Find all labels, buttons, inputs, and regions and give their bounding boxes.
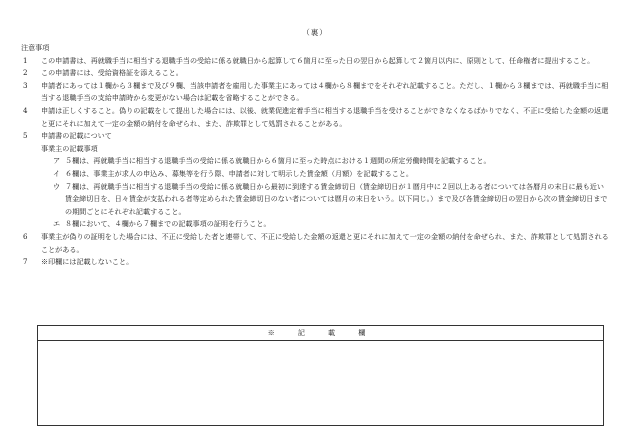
- note-number: 4: [23, 105, 28, 115]
- note-number: 1: [23, 55, 28, 65]
- employer-item-u: [21, 181, 611, 219]
- employer-item-mark: イ: [53, 168, 61, 178]
- note-text: ※印欄には記載しないこと。: [41, 257, 134, 267]
- note-number: 3: [23, 80, 28, 90]
- note-item-3: [21, 80, 611, 105]
- note-item-4: [21, 105, 611, 130]
- notes-box-heading: ※ 記 載 欄: [38, 326, 603, 341]
- employer-item-e: [21, 218, 611, 231]
- note-text: 事業主が偽りの証明をした場合には、不正に受給した者と連帯して、不正に受給した金額の返還と更にそれに加えて一定の金額の納付を命ぜられ、また、詐欺罪として処罰されることがある。: [41, 231, 609, 254]
- note-number: 2: [23, 68, 28, 78]
- section-heading: 注意事項: [21, 43, 50, 52]
- note-item-2: [21, 67, 611, 80]
- employer-item-text: ５欄は、再就職手当に相当する退職手当の受給に係る就職日から６箇月に至った時点における１週間の所定労働時間を記載すること。: [65, 156, 491, 166]
- employer-item-mark: エ: [53, 219, 61, 229]
- note-item-5: [21, 130, 611, 143]
- employer-item-mark: ア: [53, 156, 61, 166]
- notes-content: [21, 42, 611, 269]
- note-text: 申請は正しくすること。偽りの記載をして提出した場合には、以後、就業促進定着手当に相当する退職手当を受けることができなくなるばかりでなく、不正に受給した金額の返還と更にそれに加えて一定の金額の納付を命ぜられ、また、詐欺罪として処罰されることがある。: [41, 105, 609, 128]
- note-number: 6: [23, 231, 28, 241]
- official-notes-box: [37, 325, 604, 426]
- note-text: この申請書は、再就職手当に相当する退職手当の受給に係る就職日から起算して６箇月に至った日の翌日から起算して２箇月以内に、原則として、任命権者に提出すること。: [41, 55, 595, 65]
- note-text: 申請者にあっては１欄から３欄まで及び９欄、当該申請者を雇用した事業主にあっては４欄から８欄までをそれぞれ記載すること。ただし、１欄から３欄までは、再就職手当に相当する退職手当の支給申請時から変更がない場合は記載を省略することができる。: [41, 80, 609, 103]
- note-item-7: [21, 256, 611, 269]
- employer-item-text: ６欄は、事業主が求人の申込み、募集等を行う際、申請者に対して明示した賃金額（月額）を記載すること。: [65, 168, 414, 178]
- employer-heading: 事業主の記載事項: [41, 143, 98, 153]
- note-item-1: [21, 55, 611, 68]
- employer-item-i: [21, 168, 611, 181]
- employer-item-text: ８欄において、４欄から７欄までの記載事項の証明を行うこと。: [65, 219, 271, 229]
- note-item-6: [21, 231, 611, 256]
- employer-item-text: ７欄は、再就職手当に相当する退職手当の受給に係る就職日から最初に到達する賃金締切日（賃金締切日が１暦月中に２回以上ある者については各暦月の末日に最も近い賃金締切日を、日々賃金が支払われる者等定められた賃金締切日のない者については暦月の末日をいう。以下同じ。）まで及び各賃金締切日の翌日から次の賃金締切日までの期間ごとにそれぞれ記載すること。: [65, 181, 608, 216]
- note-text: この申請書には、受給資格証を添えること。: [41, 68, 183, 78]
- note-number: 7: [23, 257, 28, 267]
- note-text: 申請書の記載について: [41, 131, 112, 141]
- page-title: （裏）: [302, 28, 328, 37]
- employer-item-a: [21, 155, 611, 168]
- employer-item-mark: ウ: [53, 181, 61, 191]
- note-number: 5: [23, 131, 28, 141]
